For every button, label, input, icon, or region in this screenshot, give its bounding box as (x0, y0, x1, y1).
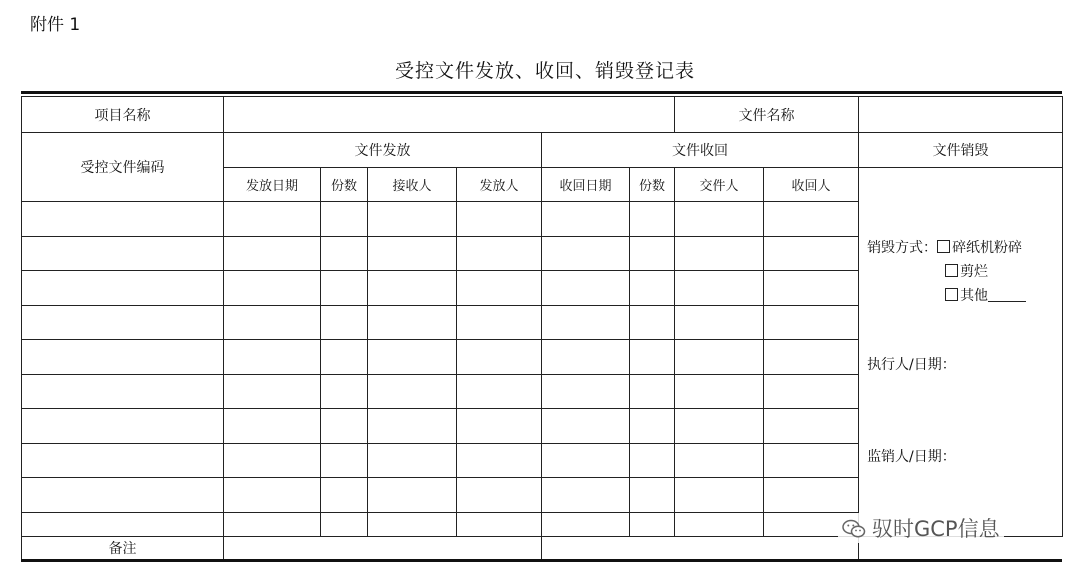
table-cell[interactable] (675, 478, 764, 513)
col-receiver: 接收人 (368, 168, 457, 202)
table-cell[interactable] (321, 202, 368, 237)
table-cell[interactable] (457, 478, 542, 513)
table-cell[interactable] (22, 202, 224, 237)
table-cell[interactable] (368, 236, 457, 271)
shred-checkbox[interactable] (937, 240, 950, 253)
table-cell[interactable] (224, 305, 321, 340)
table-cell[interactable] (368, 374, 457, 409)
destroy-method-label: 销毁方式： (867, 240, 938, 256)
table-cell[interactable] (675, 271, 764, 306)
table-cell[interactable] (630, 409, 675, 444)
table-cell[interactable] (675, 512, 764, 536)
cut-option-label: 剪烂 (960, 264, 989, 280)
table-cell[interactable] (321, 340, 368, 375)
table-cell[interactable] (630, 305, 675, 340)
other-checkbox[interactable] (945, 288, 958, 301)
table-cell[interactable] (368, 443, 457, 478)
destroy-group-header: 文件销毁 (859, 133, 1063, 168)
table-cell[interactable] (764, 374, 859, 409)
table-cell[interactable] (675, 374, 764, 409)
table-cell[interactable] (630, 443, 675, 478)
table-cell[interactable] (675, 443, 764, 478)
supervisor-label: 监销人/日期： (867, 449, 956, 465)
table-cell[interactable] (224, 374, 321, 409)
col-issue-date: 发放日期 (224, 168, 321, 202)
table-cell[interactable] (321, 478, 368, 513)
destroy-method-line (867, 237, 1022, 257)
attachment-label: 附件 1 (30, 15, 81, 35)
table-cell[interactable] (675, 305, 764, 340)
table-cell[interactable] (764, 340, 859, 375)
table-cell[interactable] (675, 202, 764, 237)
table-cell[interactable] (368, 202, 457, 237)
table-cell[interactable] (630, 512, 675, 536)
cut-checkbox[interactable] (945, 264, 958, 277)
cut-option-line (945, 261, 988, 281)
table-cell[interactable] (542, 340, 630, 375)
table-cell[interactable] (457, 236, 542, 271)
table-cell[interactable] (457, 305, 542, 340)
project-name-label: 项目名称 (22, 97, 224, 133)
destroy-details-cell (859, 168, 1063, 537)
table-cell[interactable] (457, 340, 542, 375)
table-cell[interactable] (321, 512, 368, 536)
table-cell[interactable] (457, 374, 542, 409)
table-cell[interactable] (457, 202, 542, 237)
table-cell[interactable] (224, 236, 321, 271)
table-cell[interactable] (368, 305, 457, 340)
col-issuer: 发放人 (457, 168, 542, 202)
remarks-issue-field[interactable] (224, 536, 542, 560)
watermark (838, 513, 1004, 543)
table-cell[interactable] (321, 409, 368, 444)
bottom-rule (21, 559, 1062, 562)
table-cell[interactable] (630, 478, 675, 513)
table-cell[interactable] (22, 478, 224, 513)
form-title: 受控文件发放、收回、销毁登记表 (394, 60, 695, 82)
table-cell[interactable] (764, 305, 859, 340)
table-cell[interactable] (630, 340, 675, 375)
table-cell[interactable] (321, 236, 368, 271)
other-option-label: 其他 (960, 288, 989, 304)
table-cell[interactable] (321, 374, 368, 409)
table-cell[interactable] (764, 202, 859, 237)
col-deliverer: 交件人 (675, 168, 764, 202)
table-cell[interactable] (321, 443, 368, 478)
table-cell[interactable] (457, 512, 542, 536)
table-cell[interactable] (22, 409, 224, 444)
table-cell[interactable] (368, 271, 457, 306)
table-cell[interactable] (542, 305, 630, 340)
table-cell[interactable] (368, 512, 457, 536)
col-recaller: 收回人 (764, 168, 859, 202)
table-cell[interactable] (457, 443, 542, 478)
table-cell[interactable] (542, 202, 630, 237)
table-cell[interactable] (22, 374, 224, 409)
table-cell[interactable] (22, 236, 224, 271)
table-cell[interactable] (22, 512, 224, 536)
project-row (22, 97, 1063, 133)
table-cell[interactable] (224, 271, 321, 306)
table-cell[interactable] (764, 409, 859, 444)
table-cell[interactable] (542, 443, 630, 478)
registration-table (21, 96, 1063, 561)
controlled-file-code-label: 受控文件编码 (22, 133, 224, 202)
table-cell[interactable] (542, 374, 630, 409)
table-cell[interactable] (542, 478, 630, 513)
table-cell[interactable] (675, 340, 764, 375)
table-cell[interactable] (368, 478, 457, 513)
table-cell[interactable] (22, 271, 224, 306)
group-header-row (22, 133, 1063, 168)
table-cell[interactable] (22, 305, 224, 340)
other-option-line (945, 285, 1026, 305)
table-cell[interactable] (675, 409, 764, 444)
table-cell[interactable] (224, 443, 321, 478)
table-cell[interactable] (542, 271, 630, 306)
table-cell[interactable] (224, 340, 321, 375)
table-cell[interactable] (224, 409, 321, 444)
col-issue-copies: 份数 (321, 168, 368, 202)
table-cell[interactable] (630, 374, 675, 409)
table-cell[interactable] (542, 512, 630, 536)
table-cell[interactable] (457, 271, 542, 306)
top-rule (21, 91, 1062, 94)
recall-group-header: 文件收回 (542, 133, 859, 168)
watermark-text: 驭时GCP信息 (872, 517, 1000, 541)
col-recall-copies: 份数 (630, 168, 675, 202)
table-cell[interactable] (368, 340, 457, 375)
other-blank-line[interactable] (988, 289, 1026, 302)
table-cell[interactable] (22, 443, 224, 478)
col-recall-date: 收回日期 (542, 168, 630, 202)
table-cell[interactable] (22, 340, 224, 375)
issue-group-header: 文件发放 (224, 133, 542, 168)
table-cell[interactable] (224, 478, 321, 513)
shred-option-label: 碎纸机粉碎 (952, 240, 1023, 256)
table-cell[interactable] (764, 478, 859, 513)
project-name-field[interactable] (224, 97, 675, 133)
file-name-field[interactable] (859, 97, 1063, 133)
executor-label: 执行人/日期： (867, 357, 956, 373)
table-cell[interactable] (321, 271, 368, 306)
remarks-recall-field[interactable] (542, 536, 859, 560)
table-cell[interactable] (542, 409, 630, 444)
table-cell[interactable] (764, 271, 859, 306)
table-cell[interactable] (224, 202, 321, 237)
table-cell[interactable] (224, 512, 321, 536)
table-cell[interactable] (321, 305, 368, 340)
table-cell[interactable] (630, 202, 675, 237)
table-cell[interactable] (630, 271, 675, 306)
remarks-label: 备注 (22, 536, 224, 560)
table-cell[interactable] (542, 236, 630, 271)
table-cell[interactable] (764, 443, 859, 478)
table-cell[interactable] (764, 236, 859, 271)
file-name-label: 文件名称 (675, 97, 859, 133)
table-cell[interactable] (368, 409, 457, 444)
wechat-icon (842, 519, 866, 539)
table-cell[interactable] (675, 236, 764, 271)
table-cell[interactable] (630, 236, 675, 271)
table-cell[interactable] (457, 409, 542, 444)
